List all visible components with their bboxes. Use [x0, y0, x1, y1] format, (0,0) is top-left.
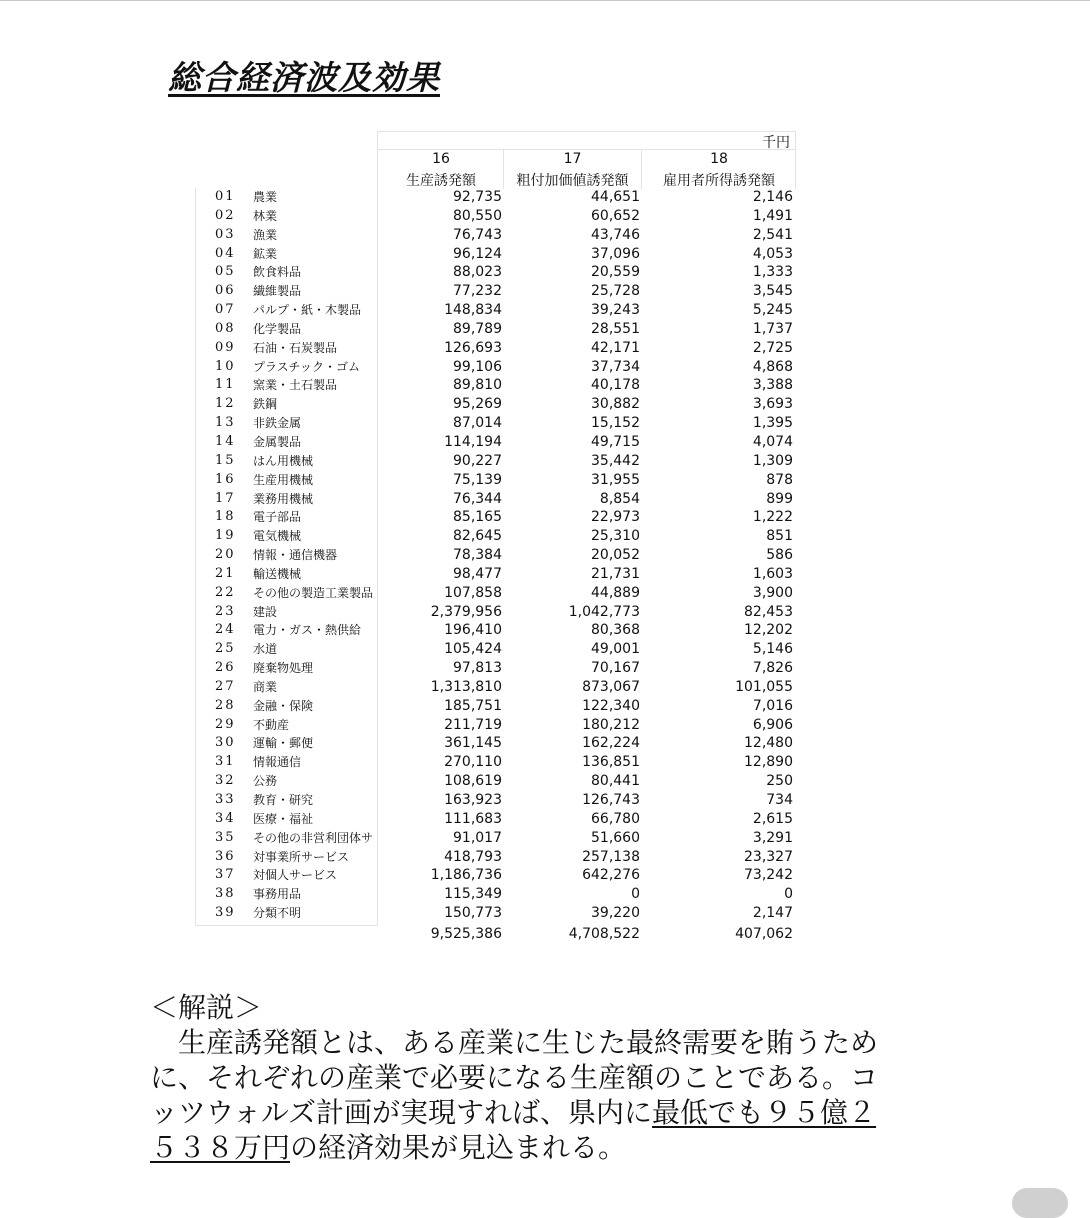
- sector-code: 27: [215, 678, 236, 694]
- production-value: 211,719: [444, 716, 502, 733]
- value-added-value: 8,854: [599, 490, 640, 507]
- value-added-value: 31,955: [591, 471, 640, 488]
- production-value: 89,810: [453, 377, 502, 394]
- commentary-block: [150, 990, 930, 1165]
- production-value: 105,424: [444, 641, 502, 658]
- sector-name: 金属製品: [253, 434, 302, 449]
- employee-income-value: 12,890: [744, 754, 793, 771]
- employee-income-value: 23,327: [744, 848, 793, 865]
- production-value: 90,227: [453, 452, 502, 469]
- production-value: 77,232: [453, 283, 502, 300]
- production-value: 89,789: [453, 320, 502, 337]
- sector-name: 電子部品: [253, 510, 302, 525]
- sector-code: 24: [215, 622, 236, 638]
- table-grid-top: [377, 131, 795, 132]
- totals-row: [197, 924, 797, 943]
- sector-code: 10: [215, 358, 236, 374]
- employee-income-value: 3,291: [752, 829, 793, 846]
- production-value: 107,858: [444, 584, 502, 601]
- value-added-value: 126,743: [582, 792, 640, 808]
- sector-name: 林業: [253, 208, 278, 223]
- sector-name: 教育・研究: [253, 793, 314, 807]
- production-value: 115,349: [444, 886, 502, 903]
- employee-income-value: 3,900: [752, 584, 793, 601]
- production-value: 114,194: [444, 433, 502, 450]
- value-added-value: 122,340: [582, 697, 640, 714]
- commentary-line-4: [150, 1130, 930, 1165]
- sector-name: 金融・保険: [253, 698, 314, 713]
- sector-name: 飲食料品: [253, 265, 302, 280]
- total-production: 9,525,386: [430, 926, 502, 942]
- value-added-value: 42,171: [591, 339, 640, 356]
- employee-income-value: 1,395: [752, 415, 793, 432]
- sector-name: 医療・福祉: [253, 811, 314, 826]
- employee-income-value: 3,388: [752, 377, 793, 394]
- employee-income-value: 1,309: [752, 452, 793, 469]
- sector-name: 公務: [253, 774, 278, 789]
- sector-name: 生産用機械: [253, 472, 314, 487]
- employee-income-value: 4,868: [752, 358, 793, 375]
- sector-name: 農業: [253, 190, 278, 204]
- value-added-value: 136,851: [582, 754, 640, 771]
- production-value: 99,106: [453, 358, 502, 375]
- sector-code: 09: [215, 339, 236, 355]
- employee-income-value: 3,545: [752, 283, 793, 300]
- value-added-value: 49,715: [591, 433, 640, 450]
- production-value: 1,313,810: [430, 678, 502, 695]
- sector-code: 26: [215, 660, 236, 676]
- production-value: 75,139: [453, 471, 502, 488]
- production-value: 163,923: [444, 792, 502, 808]
- sector-name: 電気機械: [253, 529, 302, 544]
- sector-name: 水道: [253, 642, 278, 657]
- sector-name: 漁業: [253, 227, 278, 242]
- table-grid-col3: [641, 149, 642, 189]
- value-added-value: 20,052: [591, 547, 640, 564]
- value-added-value: 37,734: [591, 358, 640, 375]
- commentary-line-3-text: ッツウォルズ計画が実現すれば、県内に: [150, 1096, 653, 1129]
- commentary-heading: ＜解説＞: [150, 991, 263, 1024]
- value-added-value: 257,138: [582, 848, 640, 865]
- sector-code: 23: [215, 603, 236, 619]
- sector-code: 37: [215, 867, 236, 883]
- employee-income-value: 7,826: [752, 660, 793, 677]
- sector-code: 15: [215, 452, 236, 468]
- production-value: 196,410: [444, 622, 502, 639]
- sector-name: 情報・通信機器: [253, 548, 338, 563]
- value-added-value: 35,442: [591, 452, 640, 469]
- sector-name: 化学製品: [253, 321, 302, 336]
- value-added-value: 44,651: [591, 189, 640, 205]
- sector-code: 36: [215, 848, 236, 864]
- production-value: 418,793: [444, 848, 502, 865]
- employee-income-value: 250: [766, 773, 793, 790]
- production-value: 126,693: [444, 339, 502, 356]
- value-added-value: 180,212: [582, 716, 640, 733]
- sector-name: 不動産: [253, 717, 290, 732]
- employee-income-value: 2,147: [752, 905, 793, 922]
- production-value: 185,751: [444, 697, 502, 714]
- sector-name: 建設: [253, 604, 278, 619]
- sector-name: プラスチック・ゴム: [253, 359, 361, 374]
- sector-name: はん用機械: [253, 453, 314, 468]
- sector-code: 39: [215, 905, 236, 921]
- value-added-value: 20,559: [591, 264, 640, 281]
- sector-code: 16: [215, 471, 236, 487]
- sector-code: 34: [215, 810, 236, 826]
- employee-income-value: 586: [766, 547, 793, 564]
- sector-code: 21: [215, 565, 236, 581]
- sector-name: 商業: [253, 679, 278, 694]
- production-value: 148,834: [444, 302, 502, 319]
- total-value-added: 4,708,522: [568, 926, 640, 942]
- production-value: 78,384: [453, 547, 502, 564]
- column-header-employee-income: 雇用者所得誘発額: [663, 173, 775, 189]
- value-added-value: 66,780: [591, 810, 640, 827]
- production-value: 150,773: [444, 905, 502, 922]
- sector-code: 29: [215, 716, 236, 732]
- column-header-production: 生産誘発額: [406, 173, 476, 189]
- commentary-highlight-1: 最低でも９５億２: [652, 1096, 877, 1129]
- sector-name: 対事業所サービス: [253, 849, 350, 864]
- sector-name: 鉱業: [253, 246, 278, 261]
- table-grid-col2: [503, 149, 504, 189]
- production-value: 96,124: [453, 245, 502, 262]
- employee-income-value: 7,016: [752, 697, 793, 714]
- value-added-value: 873,067: [582, 678, 640, 695]
- value-added-value: 25,310: [591, 528, 640, 545]
- sector-name: 繊維製品: [253, 284, 302, 299]
- sector-name: 石油・石炭製品: [253, 340, 338, 355]
- value-added-value: 642,276: [582, 867, 640, 884]
- sector-code: 04: [215, 245, 236, 261]
- column-number-16: 16: [432, 151, 450, 167]
- value-added-value: 43,746: [591, 226, 640, 243]
- value-added-value: 70,167: [591, 660, 640, 677]
- production-value: 92,735: [453, 189, 502, 205]
- production-value: 88,023: [453, 264, 502, 281]
- table-grid-rowsep: [377, 149, 795, 150]
- sector-name: 運輸・郵便: [253, 736, 314, 751]
- production-value: 270,110: [444, 754, 502, 771]
- value-added-value: 22,973: [591, 509, 640, 526]
- page-title: 総合経済波及効果: [168, 58, 440, 97]
- sector-name: パルプ・紙・木製品: [253, 303, 362, 318]
- value-added-value: 80,441: [591, 773, 640, 790]
- sector-code: 38: [215, 886, 236, 902]
- sector-name: 非鉄金属: [253, 416, 302, 431]
- employee-income-value: 12,202: [744, 622, 793, 639]
- employee-income-value: 2,615: [752, 810, 793, 827]
- total-employee-income: 407,062: [735, 926, 793, 942]
- production-value: 87,014: [453, 415, 502, 432]
- employee-income-value: 734: [766, 792, 793, 808]
- table-grid-right: [795, 131, 796, 189]
- sector-name: 輸送機械: [253, 566, 302, 581]
- employee-income-value: 0: [784, 886, 793, 903]
- production-value: 108,619: [444, 773, 502, 790]
- commentary-line-2: に、それぞれの産業で必要になる生産額のことである。コ: [150, 1061, 879, 1094]
- sector-code: 33: [215, 792, 236, 807]
- sector-code: 11: [215, 377, 236, 393]
- sector-code: 25: [215, 641, 236, 657]
- employee-income-value: 2,725: [752, 339, 793, 356]
- sector-name: 分類不明: [253, 906, 302, 921]
- sector-code: 05: [215, 264, 236, 280]
- value-added-value: 0: [631, 886, 640, 903]
- sector-code: 19: [215, 528, 236, 544]
- sector-code: 17: [215, 490, 236, 506]
- production-value: 76,743: [453, 226, 502, 243]
- employee-income-value: 1,491: [752, 207, 793, 224]
- sector-name: 鉄鋼: [253, 397, 278, 412]
- commentary-line-4-text: の経済効果が見込まれる。: [290, 1131, 627, 1164]
- sector-code: 35: [215, 829, 236, 845]
- sector-name: 事務用品: [253, 887, 302, 902]
- value-added-value: 15,152: [591, 415, 640, 432]
- employee-income-value: 3,693: [752, 396, 793, 413]
- column-number-17: 17: [563, 151, 582, 167]
- production-value: 97,813: [453, 660, 502, 677]
- employee-income-value: 4,074: [752, 433, 793, 450]
- production-value: 98,477: [453, 565, 502, 582]
- value-added-value: 21,731: [591, 565, 640, 582]
- production-value: 80,550: [453, 207, 502, 224]
- sector-name: 廃棄物処理: [253, 661, 314, 676]
- sector-code: 22: [215, 584, 236, 600]
- value-added-value: 30,882: [591, 396, 640, 413]
- employee-income-value: 1,222: [752, 509, 793, 526]
- value-added-value: 80,368: [591, 622, 640, 639]
- commentary-line-3: [150, 1095, 930, 1130]
- value-added-value: 1,042,773: [568, 603, 640, 620]
- sector-code: 03: [215, 226, 236, 242]
- production-value: 111,683: [444, 810, 502, 827]
- employee-income-value: 5,245: [752, 302, 793, 319]
- employee-income-value: 101,055: [735, 678, 793, 695]
- sector-code: 14: [215, 433, 236, 449]
- table-grid-leftbox: [195, 188, 196, 926]
- value-added-value: 37,096: [591, 245, 640, 262]
- employee-income-value: 899: [766, 490, 793, 507]
- scroll-indicator[interactable]: [1012, 1188, 1068, 1218]
- sector-code: 30: [215, 735, 236, 751]
- production-value: 361,145: [444, 735, 502, 752]
- production-value: 95,269: [453, 396, 502, 413]
- value-added-value: 60,652: [591, 207, 640, 224]
- production-value: 91,017: [453, 829, 502, 846]
- sector-code: 12: [215, 396, 236, 412]
- value-added-value: 39,243: [591, 302, 640, 319]
- value-added-value: 49,001: [591, 641, 640, 658]
- production-value: 1,186,736: [430, 867, 502, 884]
- sector-code: 07: [215, 302, 236, 318]
- sector-name: 情報通信: [253, 755, 302, 770]
- sector-name: 対個人サービス: [253, 868, 338, 883]
- commentary-line-1: 生産誘発額とは、ある産業に生じた最終需要を賄うため: [150, 1026, 879, 1059]
- commentary-highlight-2: ５３８万円: [150, 1131, 291, 1164]
- sector-name: その他の製造工業製品: [253, 585, 374, 600]
- employee-income-value: 5,146: [752, 641, 793, 658]
- value-added-value: 40,178: [591, 377, 640, 394]
- sector-name: その他の非営利団体サ: [253, 830, 374, 845]
- employee-income-value: 878: [766, 471, 793, 488]
- employee-income-value: 73,242: [744, 867, 793, 884]
- value-added-value: 28,551: [591, 320, 640, 337]
- production-value: 85,165: [453, 509, 502, 526]
- unit-label: 千円: [762, 135, 790, 151]
- employee-income-value: 4,053: [752, 245, 793, 262]
- sector-code: 18: [215, 509, 236, 525]
- sector-name: 業務用機械: [253, 491, 314, 506]
- sector-name: 電力・ガス・熱供給: [253, 623, 362, 638]
- value-added-value: 25,728: [591, 283, 640, 300]
- sector-code: 31: [215, 754, 236, 770]
- sector-name: 窯業・土石製品: [253, 378, 338, 393]
- sector-code: 13: [215, 415, 236, 431]
- employee-income-value: 82,453: [744, 603, 793, 620]
- employee-income-value: 1,603: [752, 565, 793, 582]
- top-border: [0, 0, 1090, 1]
- value-added-value: 44,889: [591, 584, 640, 601]
- sector-code: 08: [215, 320, 236, 336]
- sector-code: 01: [215, 189, 236, 204]
- column-number-18: 18: [710, 151, 728, 167]
- sector-code: 06: [215, 283, 236, 299]
- employee-income-value: 851: [766, 528, 793, 545]
- employee-income-value: 1,333: [752, 264, 793, 281]
- value-added-value: 162,224: [582, 735, 640, 752]
- column-header-value-added: 粗付加価値誘発額: [516, 173, 629, 189]
- production-value: 82,645: [453, 528, 502, 545]
- employee-income-value: 2,541: [752, 226, 793, 243]
- production-value: 2,379,956: [430, 603, 502, 620]
- sector-code: 20: [215, 547, 236, 563]
- employee-income-value: 12,480: [744, 735, 793, 752]
- sector-code: 32: [215, 773, 236, 789]
- employee-income-value: 1,737: [752, 320, 793, 337]
- production-value: 76,344: [453, 490, 502, 507]
- value-added-value: 51,660: [591, 829, 640, 846]
- sector-code: 02: [215, 207, 236, 223]
- employee-income-value: 6,906: [752, 716, 793, 733]
- value-added-value: 39,220: [591, 905, 640, 922]
- employee-income-value: 2,146: [752, 189, 793, 205]
- sector-code: 28: [215, 697, 236, 713]
